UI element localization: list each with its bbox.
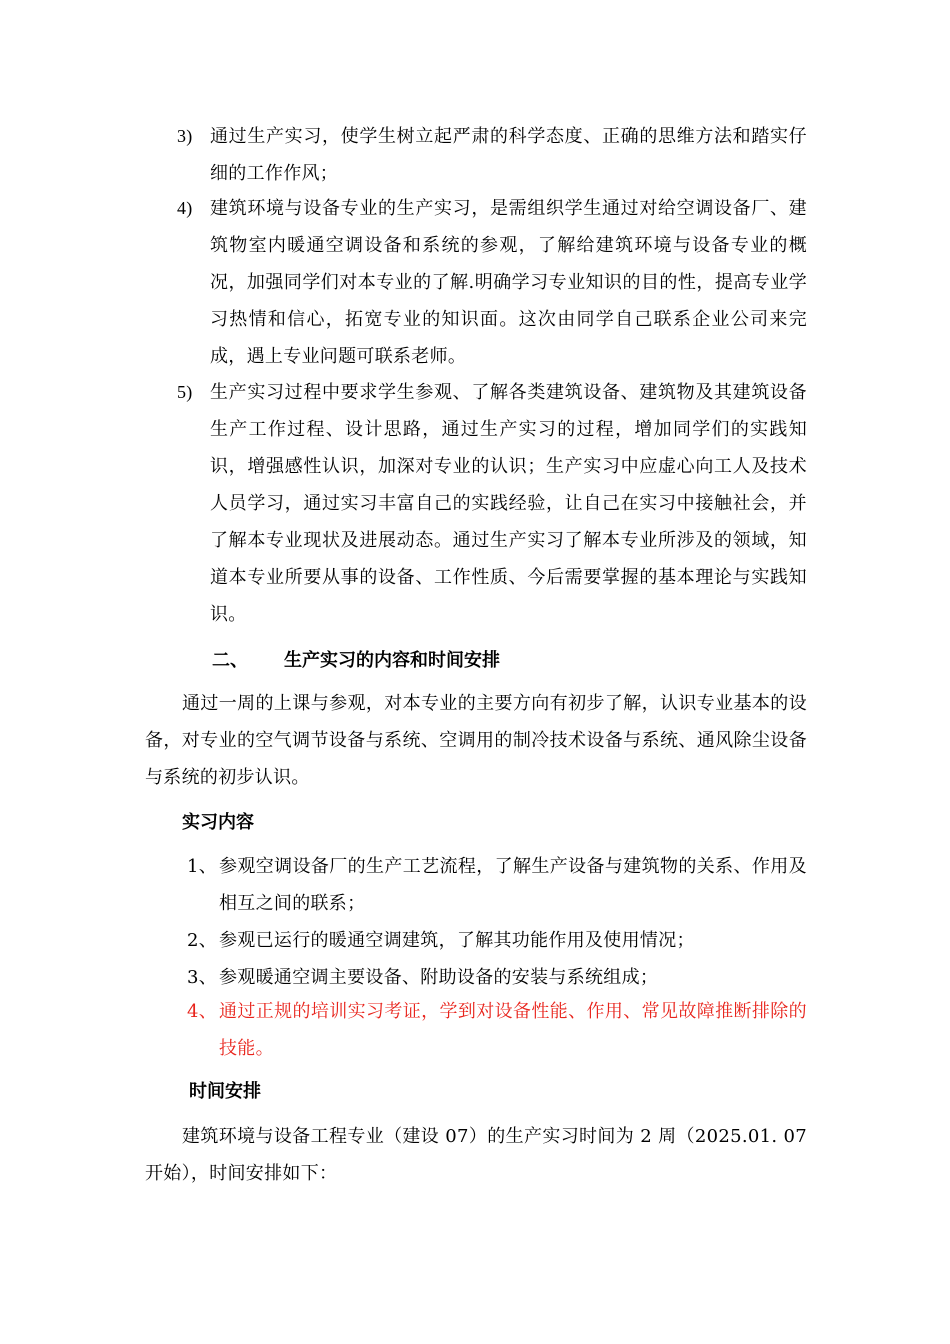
content-item-2 [187,922,807,959]
objective-text: 通过生产实习，使学生树立起严肃的科学态度、正确的思维方法和踏实仔细的工作作风； [210,126,807,184]
content-item-text: 参观已运行的暖通空调建筑，了解其功能作用及使用情况； [219,930,695,951]
section-title: 生产实习的内容和时间安排 [284,650,500,671]
objective-number: 4) [177,198,193,218]
content-item-number: 4、 [187,1001,218,1022]
content-item-text: 通过正规的培训实习考证，学到对设备性能、作用、常见故障推断排除的技能。 [219,1001,807,1059]
schedule-heading: 时间安排 [189,1081,261,1102]
content-item-1 [187,848,807,922]
section-number: 二、 [212,650,248,671]
objective-item-5 [177,374,807,633]
objective-number: 3) [177,126,193,146]
objective-item-4 [177,190,807,375]
content-item-number: 1、 [187,856,218,877]
schedule-paragraph: 建筑环境与设备工程专业（建设 07）的生产实习时间为 2 周（2025.01. 07 开始），时间安排如下： [145,1126,807,1184]
content-heading: 实习内容 [182,812,254,833]
objective-item-3 [177,118,807,192]
content-item-4-highlighted [187,993,807,1067]
content-item-3 [187,959,807,996]
content-item-number: 2、 [187,930,218,951]
objective-text: 建筑环境与设备专业的生产实习，是需组织学生通过对给空调设备厂、建筑物室内暖通空调设备和系统的参观，了解给建筑环境与设备专业的概况，加强同学们对本专业的了解.明确学习专业知识的目的性，提高专业学习热情和信心，拓宽专业的知识面。这次由同学自己联系企业公司来完成，遇上专业问题可联系老师。 [210,198,807,367]
objective-number: 5) [177,382,193,402]
section-heading [212,646,500,676]
objective-text: 生产实习过程中要求学生参观、了解各类建筑设备、建筑物及其建筑设备生产工作过程、设计思路，通过生产实习的过程，增加同学们的实践知识，增强感性认识，加深对专业的认识；生产实习中应虚心向工人及技术人员学习，通过实习丰富自己的实践经验，让自己在实习中接触社会，并了解本专业现状及进展动态。通过生产实习了解本专业所涉及的领域，知道本专业所要从事的设备、工作性质、今后需要掌握的基本理论与实践知识。 [210,382,807,625]
content-item-text: 参观暖通空调主要设备、附助设备的安装与系统组成； [219,967,659,988]
content-item-number: 3、 [187,967,218,988]
section-intro-paragraph: 通过一周的上课与参观，对本专业的主要方向有初步了解，认识专业基本的设备，对专业的空气调节设备与系统、空调用的制冷技术设备与系统、通风除尘设备与系统的初步认识。 [145,693,807,788]
content-item-text: 参观空调设备厂的生产工艺流程，了解生产设备与建筑物的关系、作用及相互之间的联系； [219,856,807,914]
